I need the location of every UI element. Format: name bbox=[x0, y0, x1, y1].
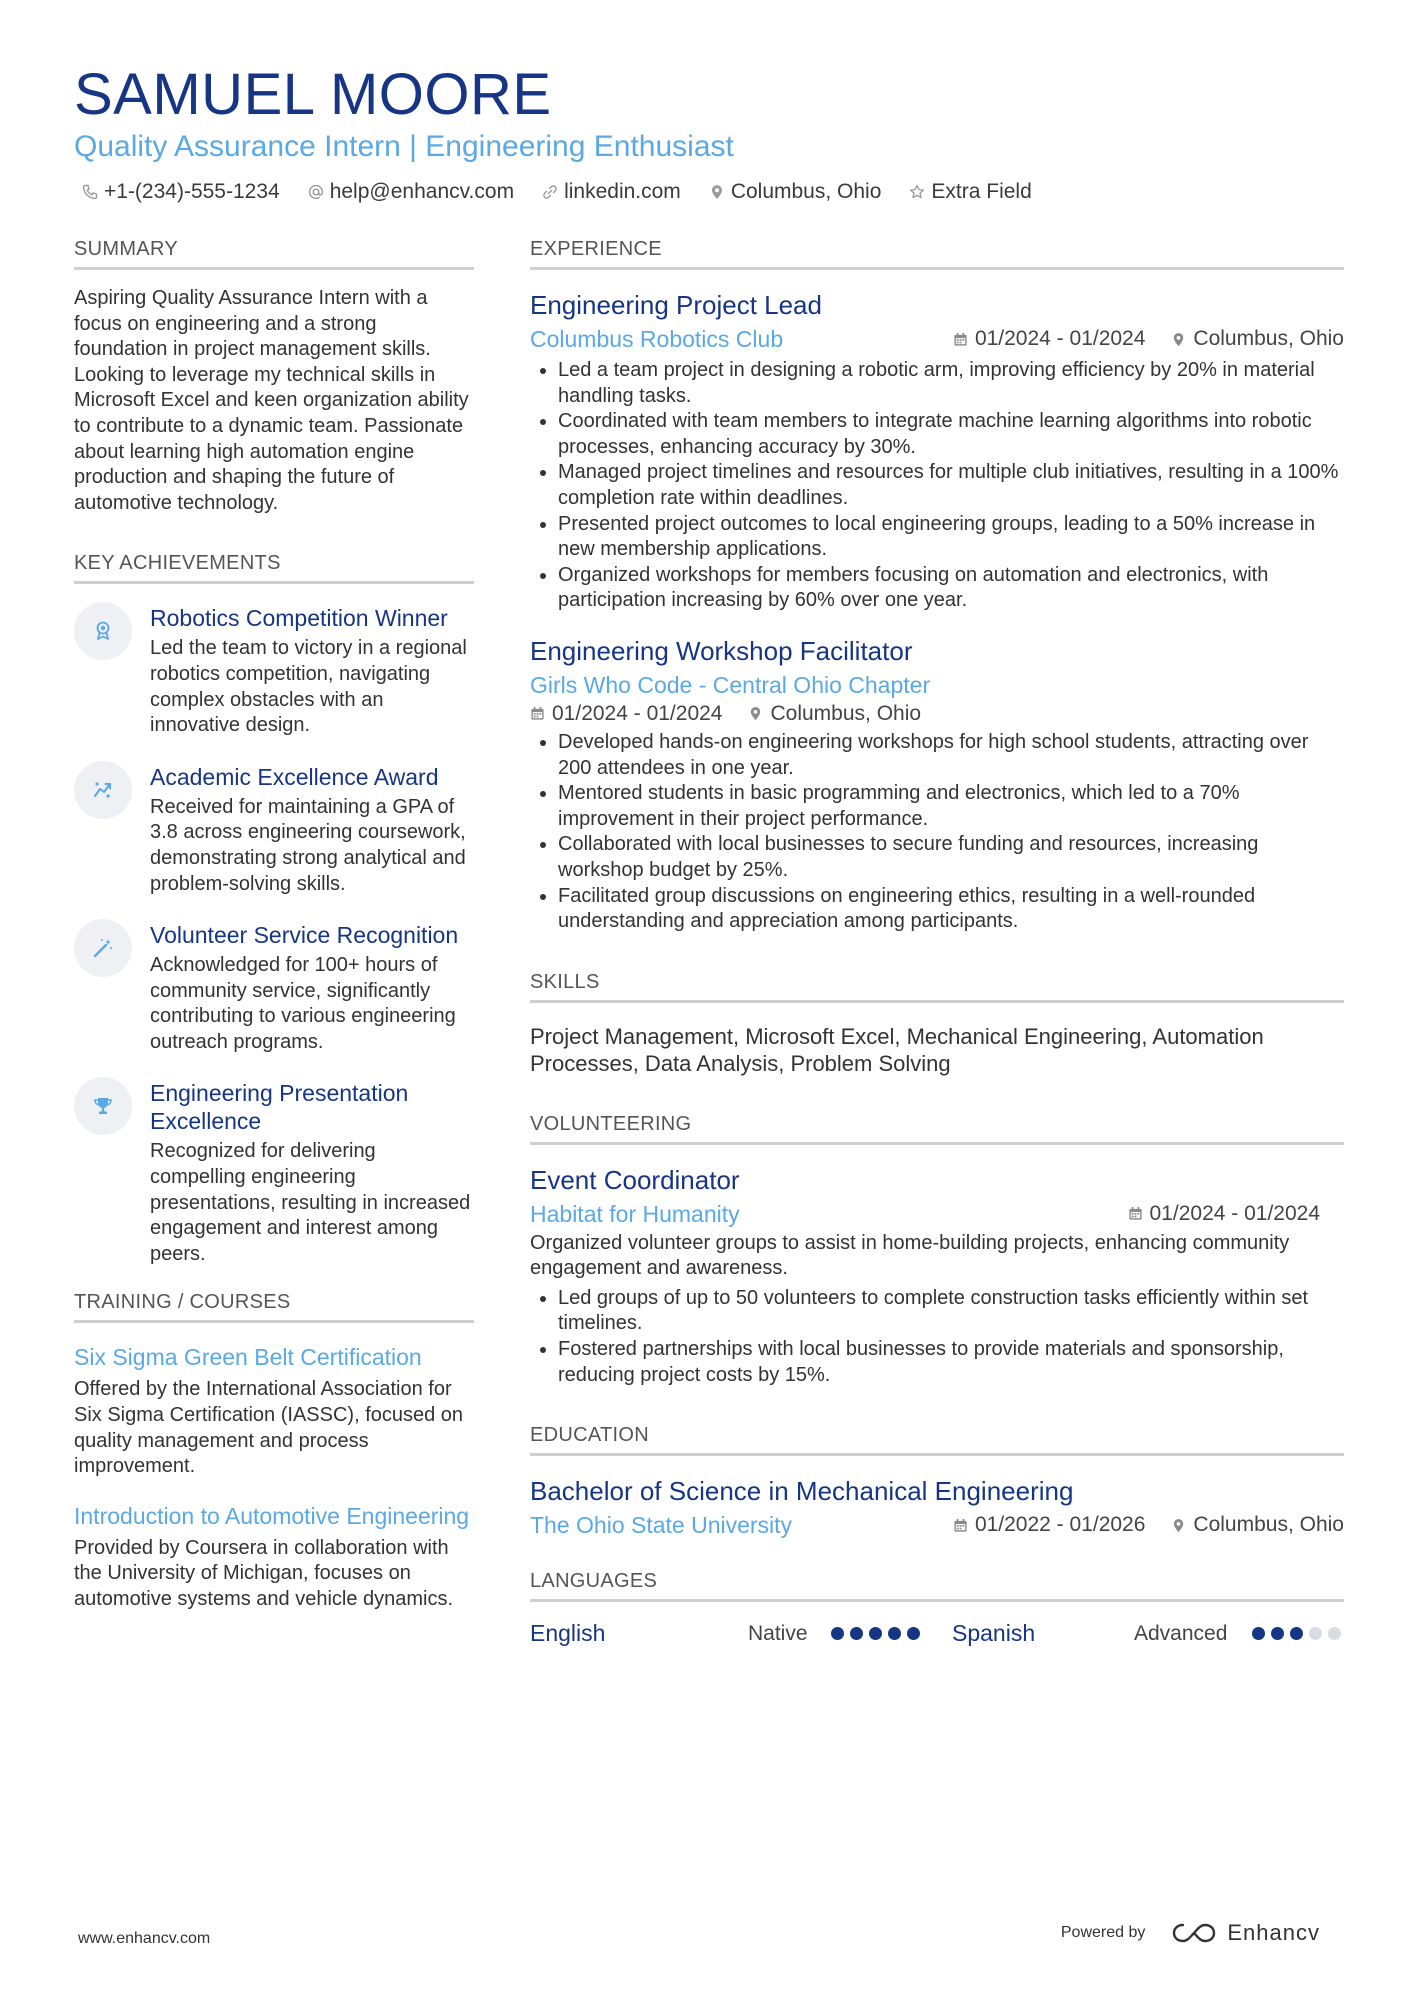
job-bullet: • Mentored students in basic programming and electronics, which led to a 70% improvement in their project performance. bbox=[558, 781, 1344, 832]
resume-page bbox=[74, 60, 1344, 1647]
volunteer-bullet: • Led groups of up to 50 volunteers to complete construction tasks efficiently within set timelines. bbox=[558, 1286, 1344, 1337]
achievements-heading: KEY ACHIEVEMENTS bbox=[74, 552, 474, 584]
language-level: Advanced bbox=[1134, 1621, 1228, 1645]
rating-dot-filled bbox=[1290, 1627, 1303, 1640]
rating-dot-empty bbox=[1328, 1627, 1341, 1640]
job-dates bbox=[953, 327, 1145, 351]
experience-item bbox=[530, 288, 1344, 614]
course-desc: Provided by Coursera in collaboration with the University of Michigan, focuses on automotive systems and vehicle dynamics. bbox=[74, 1536, 454, 1610]
job-location-text: Columbus, Ohio bbox=[1193, 327, 1344, 350]
job-dates bbox=[530, 702, 722, 726]
job-bullet: • Presented project outcomes to local engineering groups, leading to a 50% increase in new membership applications. bbox=[558, 512, 1344, 563]
enhancv-logo-icon bbox=[1171, 1921, 1217, 1945]
achievement-item bbox=[74, 604, 474, 738]
footer-website[interactable]: www.enhancv.com bbox=[78, 1930, 211, 1947]
contact-location-text: Columbus, Ohio bbox=[730, 180, 882, 203]
right-column bbox=[530, 238, 1344, 1683]
link-icon bbox=[542, 184, 558, 200]
language-name: English bbox=[530, 1620, 606, 1647]
volunteering-section bbox=[530, 1113, 1344, 1389]
left-column bbox=[74, 238, 474, 1649]
volunteering-heading: VOLUNTEERING bbox=[530, 1113, 1344, 1145]
language-item bbox=[952, 1620, 1344, 1647]
location-icon bbox=[748, 706, 763, 721]
candidate-title: Quality Assurance Intern | Engineering Enthusiast bbox=[74, 130, 734, 163]
job-meta-right bbox=[953, 327, 1344, 351]
education-meta-right bbox=[953, 1513, 1344, 1537]
calendar-icon bbox=[953, 1518, 968, 1533]
achievement-desc: Recognized for delivering compelling engineering presentations, resulting in increased engagement and interest among peers. bbox=[150, 1140, 471, 1265]
training-section bbox=[74, 1291, 474, 1612]
contact-extra-text: Extra Field bbox=[931, 180, 1032, 203]
contact-location bbox=[709, 180, 882, 204]
job-location-text: Columbus, Ohio bbox=[770, 701, 922, 725]
education-heading: EDUCATION bbox=[530, 1424, 1344, 1456]
languages-row bbox=[530, 1620, 1344, 1647]
job-org: Girls Who Code - Central Ohio Chapter bbox=[530, 671, 931, 698]
phone-icon bbox=[82, 184, 98, 200]
experience-heading: EXPERIENCE bbox=[530, 238, 1344, 270]
rating-dot-filled bbox=[850, 1627, 863, 1640]
job-bullet: • Developed hands-on engineering workshops for high school students, attracting over 200 attendees in one year. bbox=[558, 730, 1344, 781]
achievement-icon-wrap bbox=[74, 602, 132, 660]
candidate-name: SAMUEL MOORE bbox=[74, 62, 552, 127]
volunteer-meta bbox=[530, 1199, 1344, 1229]
job-dates-text: 01/2024 - 01/2024 bbox=[974, 327, 1146, 350]
summary-heading: SUMMARY bbox=[74, 238, 474, 270]
language-rating bbox=[831, 1627, 920, 1640]
job-bullet: • Facilitated group discussions on engineering ethics, resulting in a well-rounded understanding and appreciation among participants. bbox=[558, 884, 1344, 935]
experience-item bbox=[530, 634, 1344, 935]
volunteer-meta-right bbox=[1128, 1202, 1320, 1226]
contact-linkedin-text: linkedin.com bbox=[564, 180, 681, 203]
job-meta bbox=[530, 702, 1344, 726]
experience-section bbox=[530, 238, 1344, 935]
job-bullets bbox=[530, 358, 1344, 614]
education-location bbox=[1171, 1513, 1344, 1537]
achievement-title: Engineering Presentation Excellence bbox=[150, 1080, 409, 1135]
location-icon bbox=[1171, 1518, 1186, 1533]
job-bullet: • Collaborated with local businesses to secure funding and resources, increasing workshop budget by 25%. bbox=[558, 832, 1344, 883]
course-title: Six Sigma Green Belt Certification bbox=[74, 1344, 422, 1371]
rating-dot-filled bbox=[888, 1627, 901, 1640]
job-title: Engineering Project Lead bbox=[530, 290, 822, 320]
achievement-icon-wrap bbox=[74, 761, 132, 819]
rating-dot-filled bbox=[907, 1627, 920, 1640]
trend-icon bbox=[91, 778, 115, 802]
skills-section bbox=[530, 971, 1344, 1077]
rating-dot-filled bbox=[869, 1627, 882, 1640]
location-icon bbox=[1171, 332, 1186, 347]
achievement-item bbox=[74, 763, 474, 897]
volunteer-dates bbox=[1128, 1202, 1320, 1226]
star-icon bbox=[909, 184, 925, 200]
achievement-title: Volunteer Service Recognition bbox=[150, 922, 459, 949]
trophy-icon bbox=[91, 1094, 115, 1118]
enhancv-logo[interactable] bbox=[1171, 1920, 1320, 1946]
volunteer-title: Event Coordinator bbox=[530, 1164, 740, 1195]
course-item bbox=[74, 1502, 474, 1613]
contact-phone-text: +1-(234)-555-1234 bbox=[104, 180, 280, 203]
education-meta bbox=[530, 1510, 1344, 1540]
achievement-icon-wrap bbox=[74, 919, 132, 977]
contact-linkedin[interactable] bbox=[542, 180, 681, 204]
calendar-icon bbox=[953, 332, 968, 347]
achievements-section bbox=[74, 552, 474, 1267]
job-bullet: • Coordinated with team members to integrate machine learning algorithms into robotic processes, enhancing accuracy by 30%. bbox=[558, 409, 1344, 460]
rating-dot-filled bbox=[831, 1627, 844, 1640]
volunteer-bullets bbox=[530, 1286, 1344, 1388]
volunteer-desc: Organized volunteer groups to assist in home-building projects, enhancing community engagement and awareness. bbox=[530, 1231, 1290, 1280]
course-item bbox=[74, 1343, 474, 1479]
rating-dot-filled bbox=[1271, 1627, 1284, 1640]
achievement-item bbox=[74, 1079, 474, 1267]
wand-icon bbox=[91, 936, 115, 960]
summary-text: Aspiring Quality Assurance Intern with a focus on engineering and a strong foundation in project management skills. Looking to leverage my technical skills in Microsoft Excel and keen organization ability to contribute to a dynamic team. Passionate about learning high automation engine production and shaping the future of automotive technology. bbox=[74, 287, 469, 514]
languages-section bbox=[530, 1570, 1344, 1647]
contact-phone[interactable] bbox=[82, 180, 280, 204]
medal-icon bbox=[91, 619, 115, 643]
course-title: Introduction to Automotive Engineering bbox=[74, 1502, 470, 1529]
language-level: Native bbox=[748, 1621, 808, 1645]
achievement-title: Academic Excellence Award bbox=[150, 763, 439, 790]
achievement-desc: Received for maintaining a GPA of 3.8 across engineering coursework, demonstrating strong analytical and problem-solving skills. bbox=[150, 795, 466, 895]
volunteer-bullet: • Fostered partnerships with local businesses to provide materials and sponsorship, reducing project costs by 15%. bbox=[558, 1337, 1344, 1388]
volunteer-org: Habitat for Humanity bbox=[530, 1200, 740, 1227]
job-bullets bbox=[530, 730, 1344, 935]
contact-email-text: help@enhancv.com bbox=[329, 180, 515, 203]
at-icon bbox=[308, 184, 324, 200]
job-bullet: • Managed project timelines and resources for multiple club initiatives, resulting in a 100% completion rate within deadlines. bbox=[558, 460, 1344, 511]
school-name: The Ohio State University bbox=[530, 1512, 793, 1539]
job-title: Engineering Workshop Facilitator bbox=[530, 635, 913, 666]
job-location bbox=[748, 702, 921, 726]
calendar-icon bbox=[1128, 1206, 1143, 1221]
achievement-icon-wrap bbox=[74, 1077, 132, 1135]
course-desc: Offered by the International Association for Six Sigma Certification (IASSC), focused on quality management and process improvement. bbox=[74, 1378, 464, 1478]
job-org: Columbus Robotics Club bbox=[530, 326, 784, 352]
job-location bbox=[1171, 327, 1344, 351]
contact-bar bbox=[74, 180, 1344, 204]
education-section bbox=[530, 1424, 1344, 1540]
footer-branding bbox=[1061, 1920, 1320, 1946]
education-location-text: Columbus, Ohio bbox=[1193, 1513, 1344, 1537]
job-bullet: • Led a team project in designing a robotic arm, improving efficiency by 20% in material handling tasks. bbox=[558, 358, 1344, 409]
achievement-item bbox=[74, 921, 474, 1055]
skills-heading: SKILLS bbox=[530, 971, 1344, 1003]
powered-by-text: Powered by bbox=[1060, 1924, 1146, 1941]
language-rating bbox=[1252, 1627, 1341, 1640]
training-heading: TRAINING / COURSES bbox=[74, 1291, 474, 1323]
education-dates bbox=[953, 1513, 1145, 1537]
calendar-icon bbox=[530, 706, 545, 721]
contact-email[interactable] bbox=[308, 180, 514, 204]
enhancv-logo-text: Enhancv bbox=[1227, 1920, 1320, 1945]
rating-dot-filled bbox=[1252, 1627, 1265, 1640]
job-meta bbox=[530, 324, 1344, 354]
location-icon bbox=[709, 184, 725, 200]
summary-section bbox=[74, 238, 474, 516]
rating-dot-empty bbox=[1309, 1627, 1322, 1640]
education-dates-text: 01/2022 - 01/2026 bbox=[974, 1513, 1146, 1537]
language-name: Spanish bbox=[952, 1620, 1036, 1647]
achievement-desc: Led the team to victory in a regional robotics competition, navigating complex obstacles with an innovative design. bbox=[150, 637, 467, 737]
languages-heading: LANGUAGES bbox=[530, 1570, 1344, 1602]
job-dates-text: 01/2024 - 01/2024 bbox=[552, 701, 723, 725]
job-bullet: • Organized workshops for members focusing on automation and electronics, with participation increasing by 60% over one year. bbox=[558, 563, 1344, 614]
contact-extra bbox=[909, 180, 1031, 204]
degree-title: Bachelor of Science in Mechanical Engineering bbox=[530, 1476, 1074, 1507]
achievement-title: Robotics Competition Winner bbox=[150, 605, 448, 632]
volunteer-dates-text: 01/2024 - 01/2024 bbox=[1149, 1201, 1320, 1225]
achievement-desc: Acknowledged for 100+ hours of community service, significantly contributing to various engineering outreach programs. bbox=[150, 954, 456, 1053]
skills-text: Project Management, Microsoft Excel, Mechanical Engineering, Automation Processes, Data Analysis, Problem Solving bbox=[530, 1023, 1264, 1076]
language-item bbox=[530, 1620, 952, 1647]
